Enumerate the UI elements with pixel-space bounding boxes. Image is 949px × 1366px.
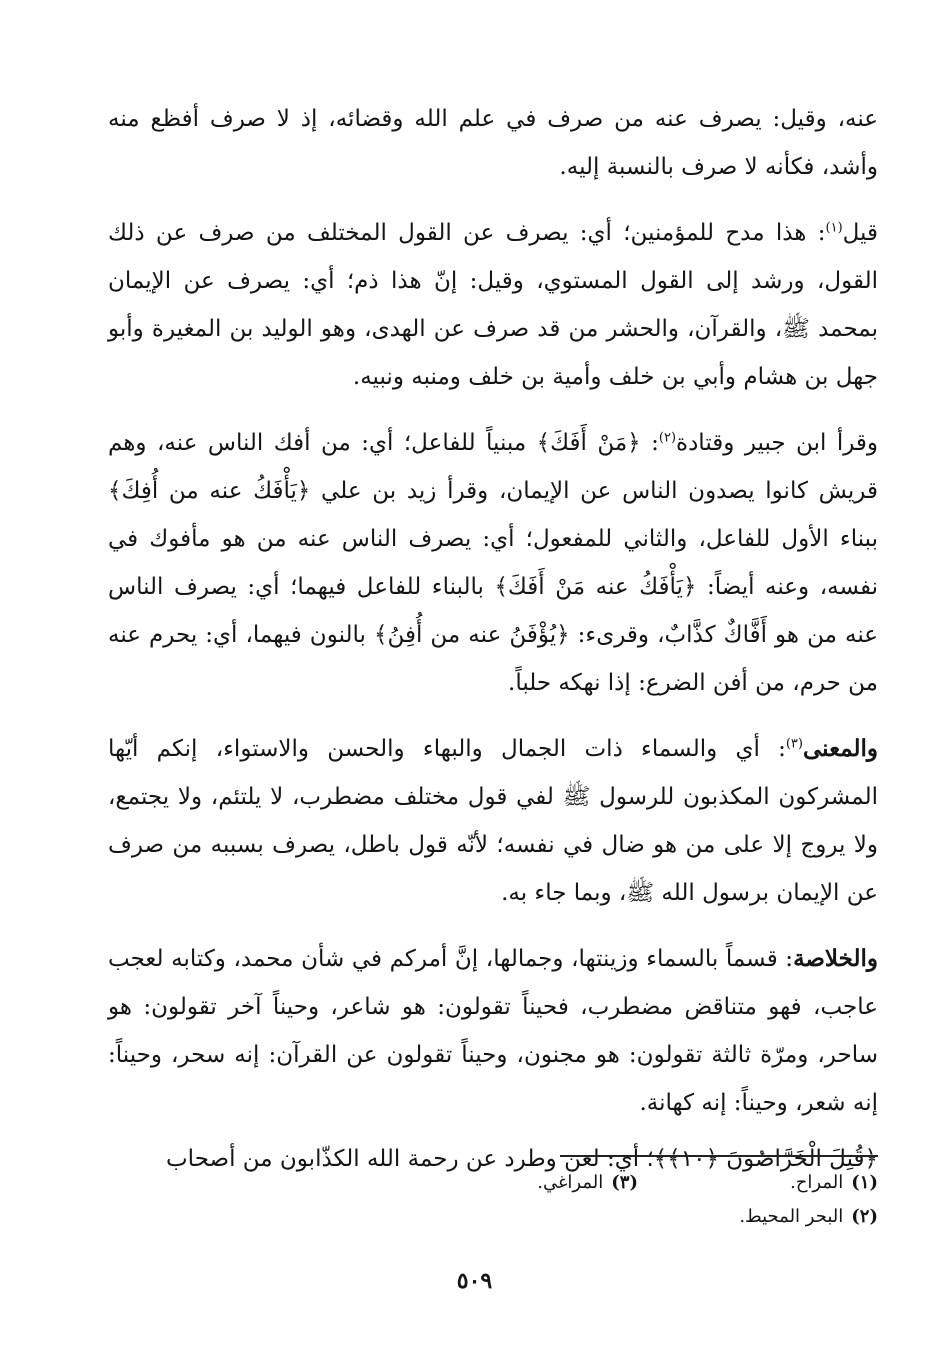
paragraph-3-lead: وقرأ ابن جبير وقتادة [676,430,879,456]
paragraph-6-text: ﴿قُتِلَ الْخَرَّاصُونَ ﴿١٠﴾﴾؛ أي: لعن وطرد عن رحمة الله الكذّابون من أصحاب [166,1146,878,1172]
paragraph-2-lead: قيل [842,220,878,246]
paragraph-1 [108,95,878,191]
footnote-ref-1: (١) [825,220,843,236]
footnote-row-1 [108,1166,878,1200]
footnote-2-text: البحر المحيط. [739,1206,844,1227]
footnote-2 [638,1200,878,1234]
footnote-row-2 [108,1200,878,1234]
footnote-ref-3: (٣) [785,736,803,752]
footnote-1-text: المراح. [790,1172,844,1193]
page-number: ٥٠٩ [456,1268,493,1294]
paragraph-1-text: عنه، وقيل: يصرف عنه من صرف في علم الله وقضائه، إذ لا صرف أفظع منه وأشد، فكأنه لا صرف بالنسبة إليه. [108,106,878,180]
paragraph-2 [108,209,878,401]
paragraph-2-text: : هذا مدح للمؤمنين؛ أي: يصرف عن القول المختلف من صرف عن ذلك القول، ورشد إلى القول المستوي، وقيل: إنّ هذا ذم؛ أي: يصرف عن الإيمان بمحمد ﷺ، والقرآن، والحشر من قد صرف عن الهدى، وهو الوليد بن المغيرة وأبو جهل بن هشام وأبي بن خلف وأمية بن خلف ومنبه ونبيه. [108,220,878,390]
paragraph-4-text: : أي والسماء ذات الجمال والبهاء والحسن والاستواء، إنكم أيّها المشركون المكذبون للرسول ﷺ لفي قول مختلف مضطرب، لا يلتئم، ولا يجتمع، ولا يروج إلا على من هو ضال في نفسه؛ لأنّه قول باطل، يصرف بسببه من صرف عن الإيمان برسول الله ﷺ، وبما جاء به. [108,736,878,906]
footnote-3-number: (٣) [611,1172,638,1193]
paragraph-3-text: : ﴿مَنْ أَفَكَ﴾ مبنياً للفاعل؛ أي: من أفك الناس عنه، وهم قريش كانوا يصدون الناس عن الإيمان، وقرأ زيد بن علي ﴿يَأْفَكُ عنه من أُفِكَ﴾ ببناء الأول للفاعل، والثاني للمفعول؛ أي: يصرف الناس عنه من هو مأفوك في نفسه، وعنه أيضاً: ﴿يَأْفَكُ عنه مَنْ أَفَكَ﴾ بالبناء للفاعل فيهما؛ أي: يصرف الناس عنه من هو أَفَّاكٌ كذَّابٌ، وقرىء: ﴿يُؤْفَنُ عنه من أُفِنُ﴾ بالنون فيهما، أي: يحرم عنه من حرم، من أفن الضرع: إذا نهكه حلباً. [108,430,878,696]
footnotes [108,1166,878,1234]
footnote-3-text: المراغي. [537,1172,604,1193]
footnote-2-number: (٢) [851,1206,878,1227]
footnote-1 [638,1166,878,1200]
paragraph-5-lead: والخلاصة [793,945,878,972]
footnote-divider [560,1155,878,1157]
page-body [108,95,878,1201]
footnote-3 [398,1166,638,1200]
paragraph-4-lead: والمعنى [802,735,878,762]
paragraph-5-text: : قسماً بالسماء وزينتها، وجمالها، إنَّ أمركم في شأن محمد، وكتابه لعجب عاجب، فهو متناقض مضطرب، فحيناً تقولون: هو شاعر، وحيناً آخر تقولون: هو ساحر، ومرّة ثالثة تقولون: هو مجنون، وحيناً تقولون عن القرآن: إنه سحر، وحيناً: إنه شعر، وحيناً: إنه كهانة. [108,946,878,1116]
paragraph-3 [108,419,878,707]
paragraph-5 [108,935,878,1127]
paragraph-4 [108,725,878,917]
footnote-ref-2: (٢) [658,430,677,446]
footnote-1-number: (١) [851,1172,878,1193]
